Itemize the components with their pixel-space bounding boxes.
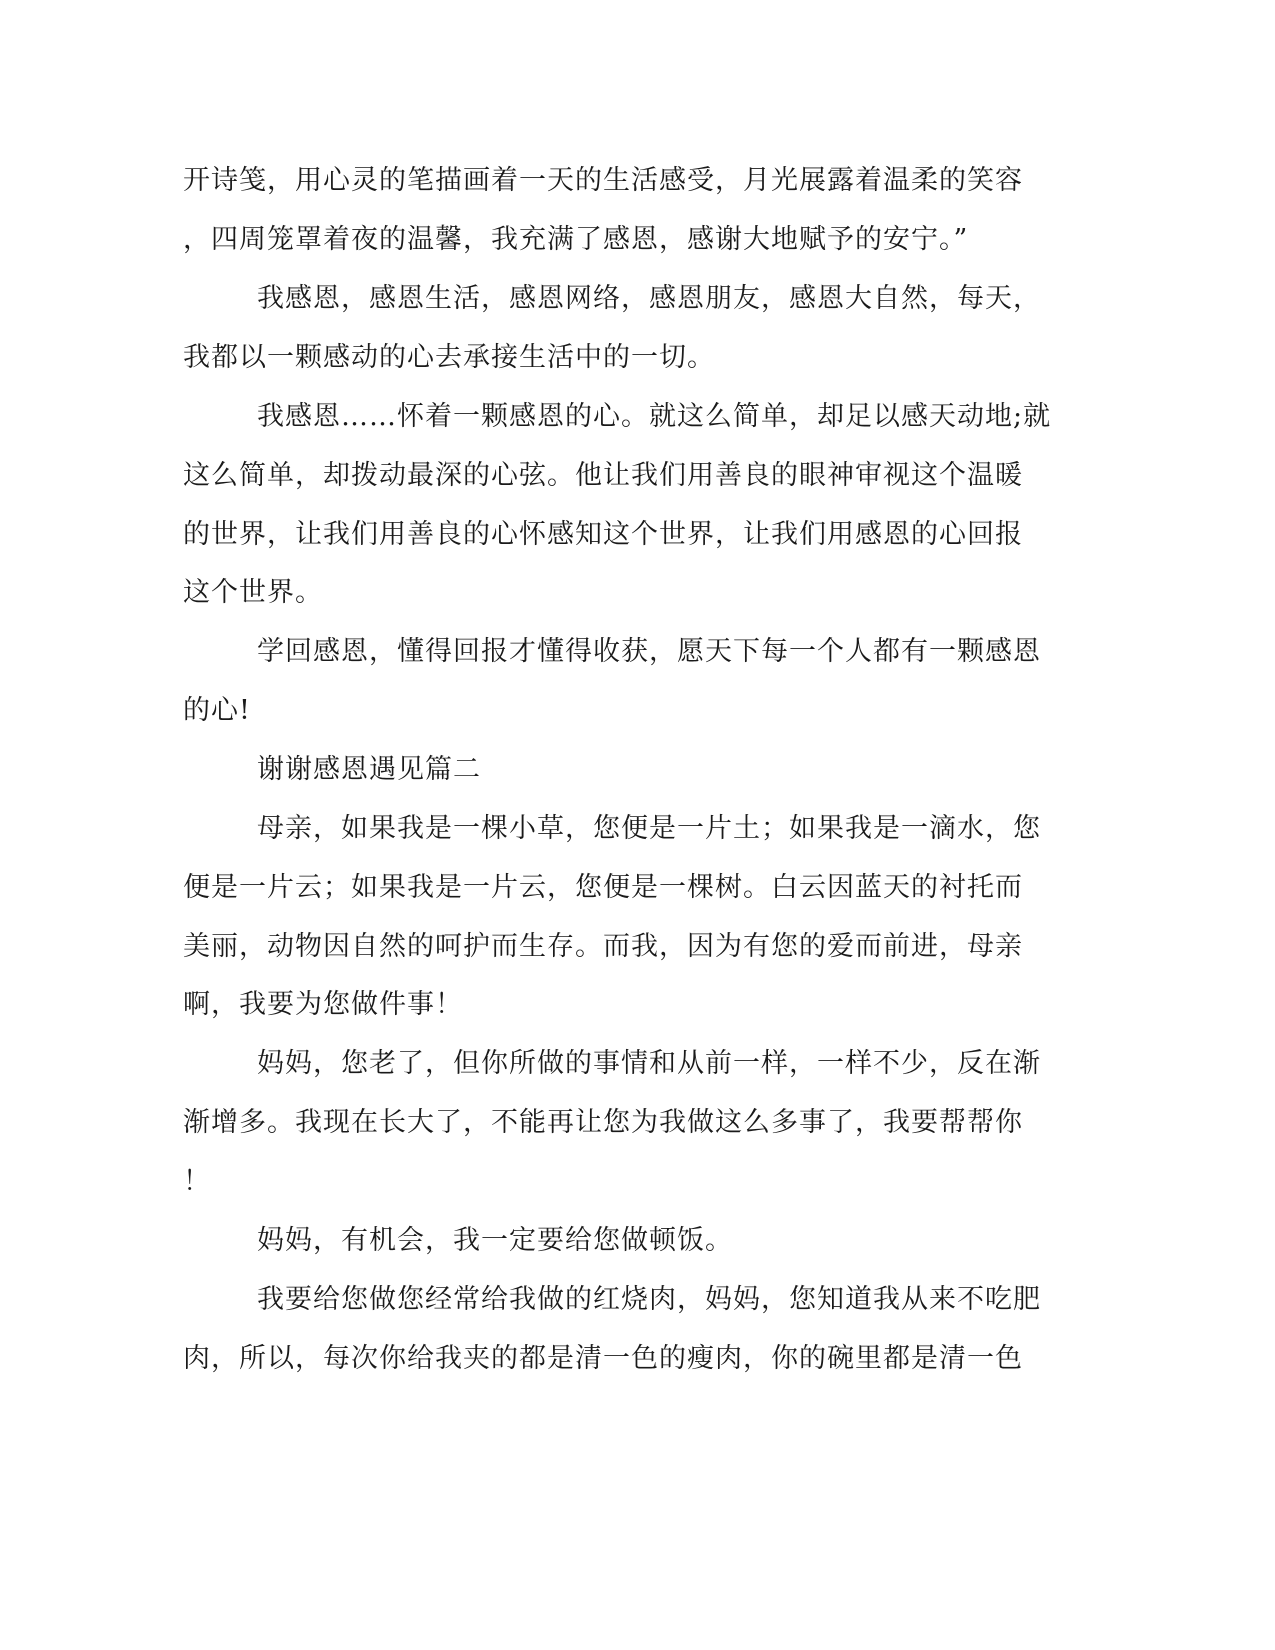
text-line: 啊，我要为您做件事！ — [183, 989, 463, 1020]
paragraph-start: 我感恩……怀着一颗感恩的心。就这么简单，却足以感天动地;就 — [257, 401, 1052, 432]
text-line: 便是一片云；如果我是一片云，您便是一棵树。白云因蓝天的衬托而 — [183, 872, 1023, 903]
text-line: 的世界，让我们用善良的心怀感知这个世界，让我们用感恩的心回报 — [183, 519, 1023, 550]
paragraph-start: 母亲，如果我是一棵小草，您便是一片土；如果我是一滴水，您 — [257, 813, 1041, 844]
section-heading: 谢谢感恩遇见篇二 — [257, 754, 481, 785]
text-line: 肉，所以，每次你给我夹的都是清一色的瘦肉，你的碗里都是清一色 — [183, 1343, 1023, 1374]
text-line: 这个世界。 — [183, 577, 323, 608]
text-line: 开诗笺，用心灵的笔描画着一天的生活感受，月光展露着温柔的笑容 — [183, 165, 1023, 196]
paragraph-start: 学回感恩，懂得回报才懂得收获，愿天下每一个人都有一颗感恩 — [257, 636, 1041, 667]
text-line: ！ — [183, 1166, 211, 1197]
text-line: 渐增多。我现在长大了，不能再让您为我做这么多事了，我要帮帮你 — [183, 1107, 1023, 1138]
text-line: 美丽，动物因自然的呵护而生存。而我，因为有您的爱而前进，母亲 — [183, 931, 1023, 962]
text-line: 这么简单，却拨动最深的心弦。他让我们用善良的眼神审视这个温暖 — [183, 460, 1023, 491]
text-line: ，四周笼罩着夜的温馨，我充满了感恩，感谢大地赋予的安宁。” — [183, 224, 969, 255]
paragraph-start: 我感恩，感恩生活，感恩网络，感恩朋友，感恩大自然，每天， — [257, 283, 1041, 314]
paragraph-start: 妈妈，您老了，但你所做的事情和从前一样，一样不少，反在渐 — [257, 1048, 1041, 1079]
text-line: 的心! — [183, 695, 251, 726]
paragraph-start: 妈妈，有机会，我一定要给您做顿饭。 — [257, 1225, 733, 1256]
paragraph-start: 我要给您做您经常给我做的红烧肉，妈妈，您知道我从来不吃肥 — [257, 1284, 1041, 1315]
text-line: 我都以一颗感动的心去承接生活中的一切。 — [183, 342, 715, 373]
